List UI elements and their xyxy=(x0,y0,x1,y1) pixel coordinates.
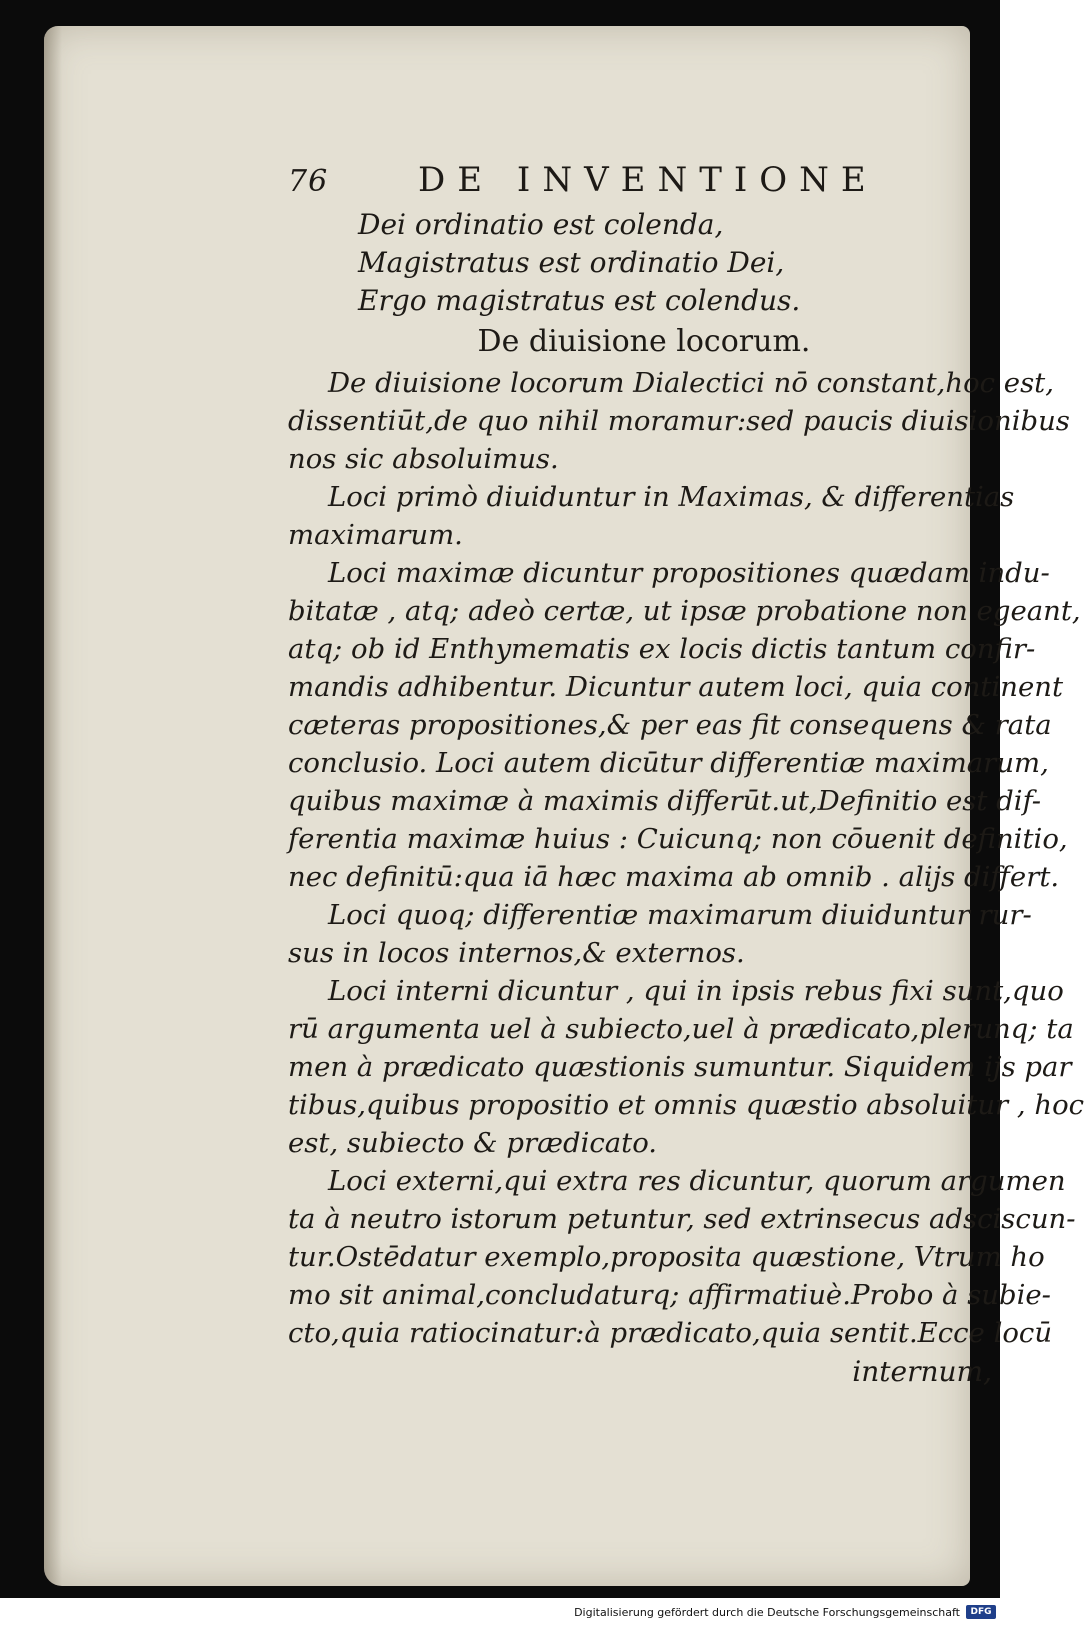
paragraph xyxy=(288,972,1084,1162)
section-heading: De diuisione locorum. xyxy=(477,324,811,359)
text-line: quibus maximæ à maximis differūt.ut,Definitio est dif- xyxy=(288,785,1042,817)
paragraph xyxy=(288,478,1015,554)
text-line: Loci externi,qui extra res dicuntur, quorum argumen xyxy=(328,1165,1066,1197)
text-line: ferentia maximæ huius : Cuicunq; non cōuenit definitio, xyxy=(288,823,1068,855)
text-line: cæteras propositiones,& per eas fit consequens & rata xyxy=(288,709,1052,741)
text-line: De diuisione locorum Dialectici nō constant,hoc est, xyxy=(328,367,1054,399)
book-page xyxy=(44,26,1084,1586)
text-line: ta à neutro istorum petuntur, sed extrinsecus adsciscun- xyxy=(288,1203,1076,1235)
text-line: Loci interni dicuntur , qui in ipsis rebus fixi sunt,quo xyxy=(328,975,1064,1007)
text-line: bitatæ , atq; adeò certæ, ut ipsæ probatione non egeant, xyxy=(288,595,1081,627)
paragraph xyxy=(288,896,1032,972)
text-line: mo sit animal,concludaturq; affirmatiuè.Probo à subie- xyxy=(288,1279,1051,1311)
text-line: conclusio. Loci autem dicūtur differentiæ maximarum, xyxy=(288,747,1049,779)
dfg-logo: DFG xyxy=(966,1605,996,1619)
text-line: maximarum. xyxy=(288,519,463,551)
digitization-credit: Digitalisierung gefördert durch die Deutsche Forschungsgemeinschaft xyxy=(574,1606,960,1619)
catchword: internum, xyxy=(852,1355,992,1388)
verse-line: Ergo magistratus est colendus. xyxy=(358,284,801,317)
page-gutter-shadow xyxy=(44,26,62,1586)
text-line: cto,quia ratiocinatur:à prædicato,quia sentit.Ecce locū xyxy=(288,1317,1053,1349)
syllogism-verse xyxy=(358,206,1000,320)
text-line: Loci quoq; differentiæ maximarum diuiduntur rur- xyxy=(328,899,1032,931)
text-line: tibus,quibus propositio et omnis quæstio absoluitur , hoc xyxy=(288,1089,1084,1121)
page-header xyxy=(288,154,1000,206)
footer-bar xyxy=(0,1598,1000,1628)
paragraph xyxy=(288,364,1070,478)
paragraph xyxy=(288,554,1081,896)
text-block xyxy=(288,154,1084,1392)
text-line: est, subiecto & prædicato. xyxy=(288,1127,658,1159)
text-line: Loci primò diuiduntur in Maximas, & differentias xyxy=(328,481,1015,513)
verse-line: Dei ordinatio est colenda, xyxy=(358,208,724,241)
running-title: DE INVENTIONE xyxy=(418,160,878,200)
text-line: Loci maximæ dicuntur propositiones quædam indu- xyxy=(328,557,1050,589)
text-line: sus in locos internos,& externos. xyxy=(288,937,745,969)
text-line: atq; ob id Enthymematis ex locis dictis tantum confir- xyxy=(288,633,1036,665)
page-number: 76 xyxy=(288,164,329,199)
text-line: mandis adhibentur. Dicuntur autem loci, quia continent xyxy=(288,671,1064,703)
paragraph xyxy=(288,1162,1076,1352)
text-line: men à prædicato quæstionis sumuntur. Siquidem ijs par xyxy=(288,1051,1072,1083)
text-line: nec definitū:qua iā hæc maxima ab omnib . alijs differt. xyxy=(288,861,1060,893)
text-line: dissentiūt,de quo nihil moramur:sed paucis diuisionibus xyxy=(288,405,1070,437)
verse-line: Magistratus est ordinatio Dei, xyxy=(358,246,785,279)
text-line: tur.Ostēdatur exemplo,proposita quæstione, Vtrum ho xyxy=(288,1241,1045,1273)
text-line: nos sic absoluimus. xyxy=(288,443,559,475)
text-line: rū argumenta uel à subiecto,uel à prædicato,plerunq; ta xyxy=(288,1013,1074,1045)
